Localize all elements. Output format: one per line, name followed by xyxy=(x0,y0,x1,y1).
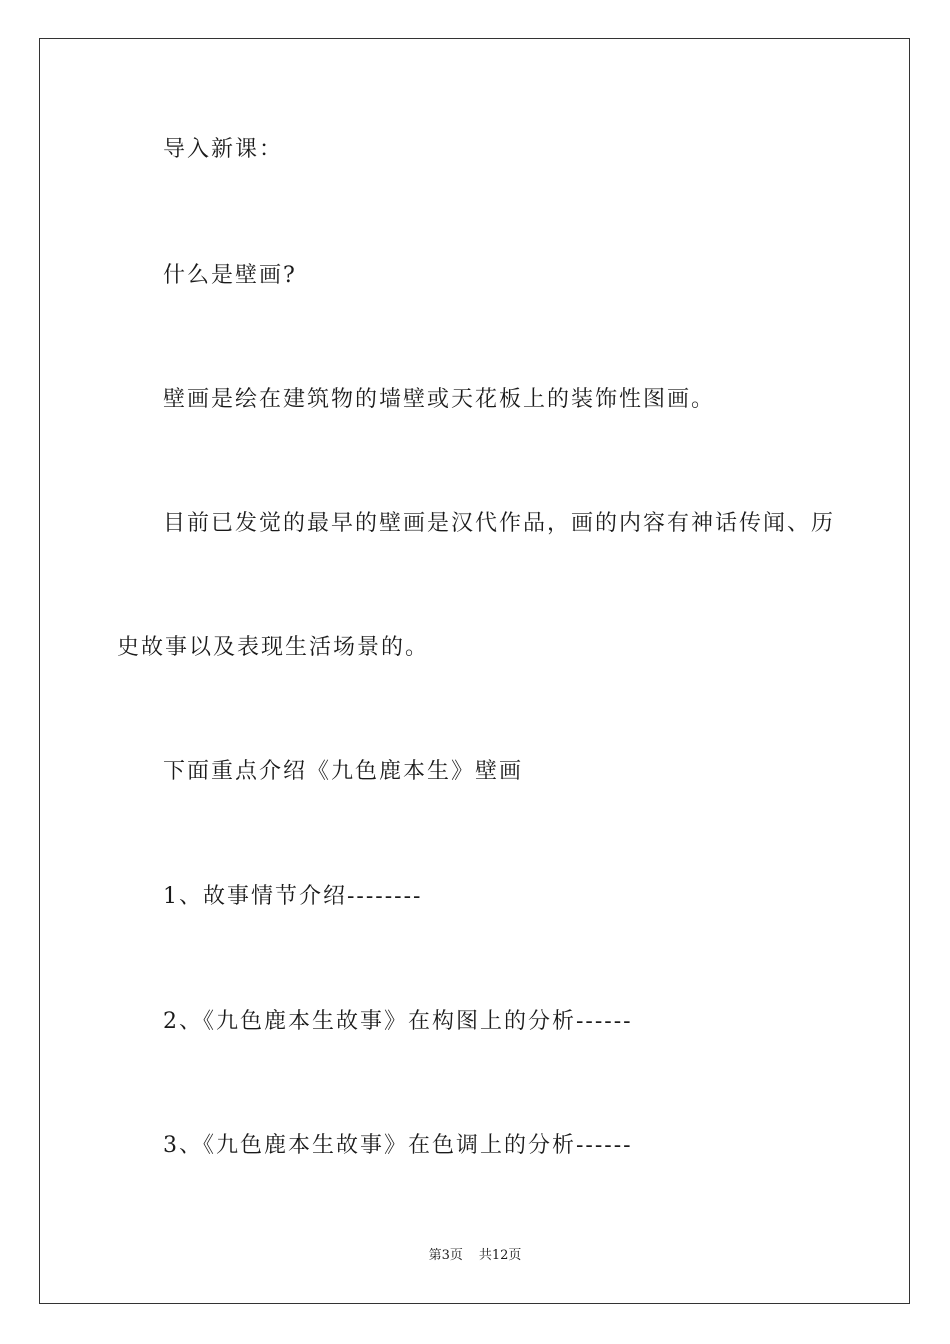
paragraph-history-line2: 史故事以及表现生活场景的。 xyxy=(117,635,430,660)
paragraph-definition: 壁画是绘在建筑物的墙壁或天花板上的装饰性图画。 xyxy=(163,387,716,412)
paragraph-question: 什么是壁画? xyxy=(163,263,297,288)
page-border xyxy=(39,38,910,1304)
list-item-color: 3、《九色鹿本生故事》在色调上的分析------ xyxy=(163,1133,633,1158)
paragraph-history-line1: 目前已发觉的最早的壁画是汉代作品，画的内容有神话传闻、历 xyxy=(163,511,836,536)
list-item-composition: 2、《九色鹿本生故事》在构图上的分析------ xyxy=(163,1009,633,1034)
list-item-story: 1、故事情节介绍-------- xyxy=(163,884,423,909)
page-number: 第3页 xyxy=(428,1248,463,1263)
paragraph-intro: 导入新课： xyxy=(163,137,284,162)
paragraph-focus: 下面重点介绍《九色鹿本生》壁画 xyxy=(163,759,524,784)
page-footer xyxy=(0,1247,950,1265)
page-total: 共12页 xyxy=(478,1248,522,1263)
